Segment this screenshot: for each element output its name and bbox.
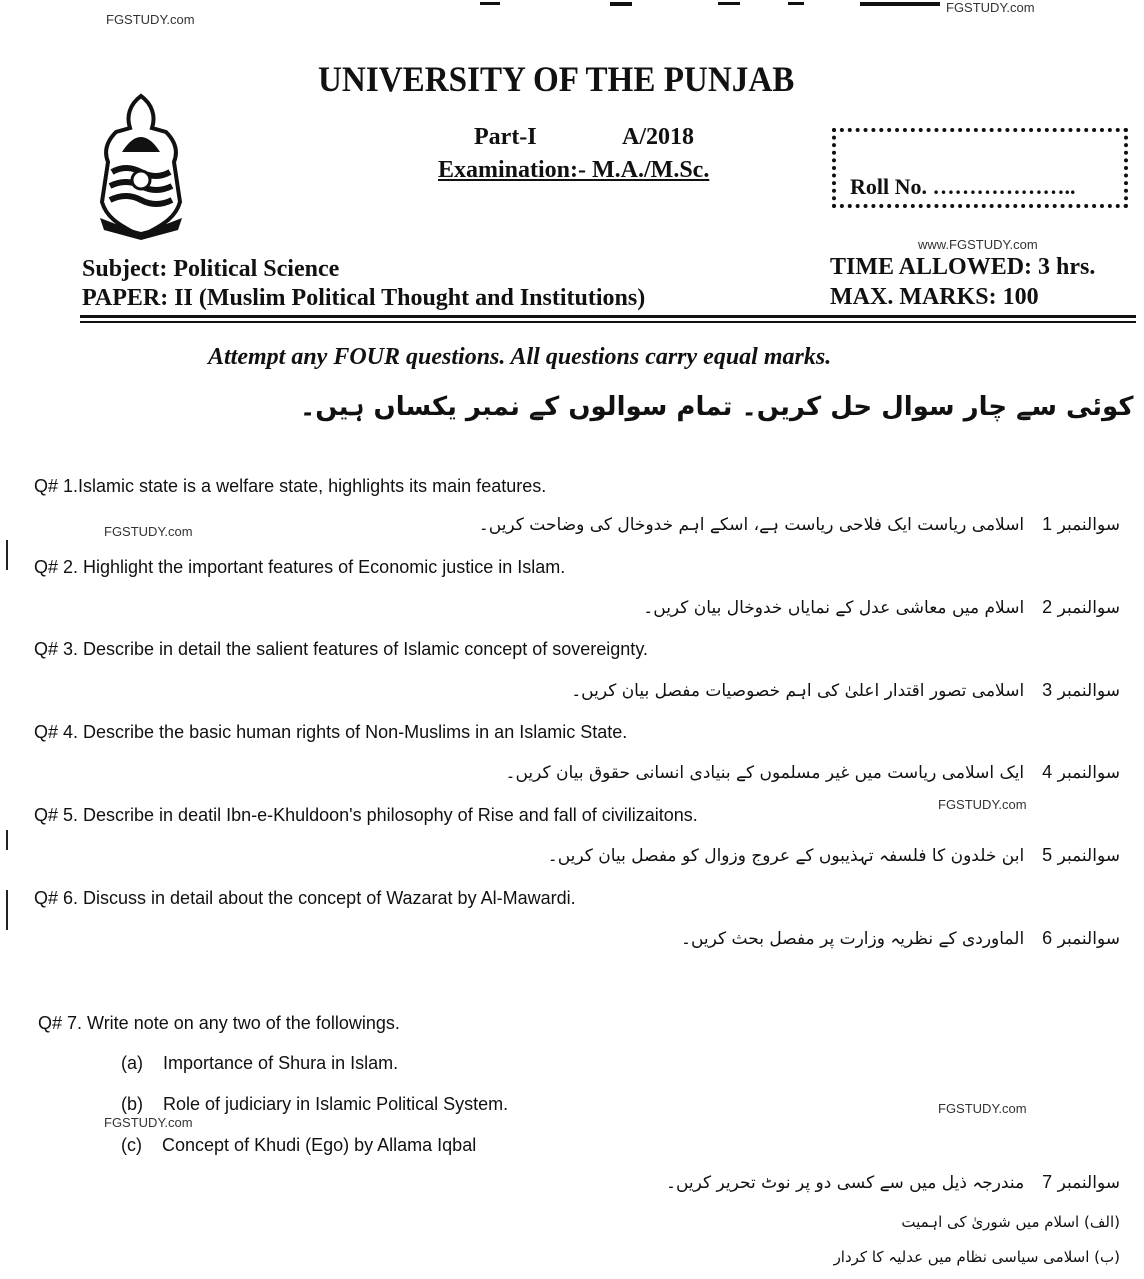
part-label: Part-I: [474, 124, 537, 150]
margin-mark: [6, 540, 8, 570]
header-divider: [80, 321, 1136, 323]
urdu-question-label: سوالنمبر: [1057, 929, 1120, 949]
question-1-urdu: [479, 514, 1120, 535]
q7-urdu-part-b: [834, 1248, 1120, 1266]
urdu-question-label: سوالنمبر: [1057, 681, 1120, 701]
watermark: FGSTUDY.com: [946, 0, 1035, 15]
watermark: FGSTUDY.com: [104, 1115, 193, 1130]
watermark: FGSTUDY.com: [104, 524, 193, 539]
urdu-question-text: الماوردی کے نظریہ وزارت پر مفصل بحث کریں۔: [681, 929, 1025, 949]
urdu-question-text: اسلامی ریاست ایک فلاحی ریاست ہے، اسکے اہم خدوخال کی وضاحت کریں۔: [478, 515, 1025, 535]
question-number: 1: [1042, 514, 1053, 534]
watermark: FGSTUDY.com: [106, 12, 195, 27]
question-7-english: Q# 7. Write note on any two of the followings.: [38, 1013, 400, 1033]
watermark: FGSTUDY.com: [938, 1101, 1027, 1116]
urdu-question-text: اسلام میں معاشی عدل کے نمایاں خدوخال بیان کریں۔: [643, 598, 1025, 618]
question-6-urdu: [681, 928, 1120, 949]
part-label: (الف): [1084, 1213, 1120, 1231]
question-7-urdu: [666, 1172, 1120, 1193]
part-text: اسلام میں شوریٰ کی اہمیت: [901, 1213, 1080, 1231]
urdu-question-text: ابن خلدون کا فلسفہ تہذیبوں کے عروج وزوال کو مفصل بیان کریں۔: [547, 846, 1025, 866]
instructions-urdu: کوئی سے چار سوال حل کریں۔ تمام سوالوں کے نمبر یکساں ہیں۔: [300, 392, 1134, 422]
session-label: A/2018: [622, 124, 694, 150]
part-text: اسلامی سیاسی نظام میں عدلیہ کا کردار: [833, 1248, 1090, 1266]
urdu-question-text: اسلامی تصور اقتدار اعلیٰ کی اہم خصوصیات مفصل بیان کریں۔: [571, 681, 1025, 701]
question-5-urdu: [548, 845, 1120, 866]
part-text: Concept of Khudi (Ego) by Allama Iqbal: [162, 1135, 477, 1155]
part-label: (ب): [1094, 1248, 1120, 1266]
part-label: (a): [121, 1053, 143, 1073]
question-4-english: Q# 4. Describe the basic human rights of Non-Muslims in an Islamic State.: [34, 722, 628, 742]
part-label: (b): [121, 1094, 143, 1114]
scan-mark: [788, 2, 804, 5]
scan-mark: [610, 2, 632, 6]
urdu-question-label: سوالنمبر: [1057, 515, 1120, 535]
part-text: Importance of Shura in Islam.: [163, 1053, 399, 1073]
urdu-question-label: سوالنمبر: [1057, 598, 1120, 618]
watermark: www.FGSTUDY.com: [918, 237, 1038, 252]
q7-part-b: [121, 1094, 508, 1115]
question-number: 7: [1042, 1172, 1053, 1192]
question-number: 4: [1042, 762, 1053, 782]
question-number: 6: [1042, 928, 1053, 948]
question-1-english: Q# 1.Islamic state is a welfare state, highlights its main features.: [34, 476, 547, 496]
header-divider: [80, 315, 1136, 318]
watermark: FGSTUDY.com: [938, 797, 1027, 812]
question-6-english: Q# 6. Discuss in detail about the concept of Wazarat by Al-Mawardi.: [34, 888, 576, 908]
question-3-english: Q# 3. Describe in detail the salient features of Islamic concept of sovereignty.: [34, 639, 648, 659]
question-number: 5: [1042, 845, 1053, 865]
margin-mark: [6, 830, 8, 850]
part-label: (c): [121, 1135, 142, 1155]
scan-mark: [860, 2, 940, 6]
question-5-english: Q# 5. Describe in deatil Ibn-e-Khuldoon's philosophy of Rise and fall of civilizaitons.: [34, 805, 698, 825]
subject: Subject: Political Science: [82, 256, 340, 282]
question-2-english: Q# 2. Highlight the important features of Economic justice in Islam.: [34, 557, 566, 577]
roll-number-label: Roll No. ………………..: [850, 174, 1076, 199]
question-number: 3: [1042, 680, 1053, 700]
q7-urdu-part-a: [901, 1213, 1120, 1231]
roll-number-box[interactable]: [832, 128, 1128, 208]
question-2-urdu: [643, 597, 1120, 618]
q7-part-c: [121, 1135, 476, 1156]
question-3-urdu: [571, 680, 1120, 701]
time-allowed: TIME ALLOWED: 3 hrs.: [830, 254, 1096, 280]
urdu-question-text: مندرجہ ذیل میں سے کسی دو پر نوٹ تحریر کریں۔: [666, 1173, 1025, 1193]
urdu-question-label: سوالنمبر: [1057, 1173, 1120, 1193]
q7-part-a: [121, 1053, 398, 1074]
scan-mark: [718, 2, 740, 5]
question-4-urdu: [506, 762, 1120, 783]
part-text: Role of judiciary in Islamic Political System.: [163, 1094, 509, 1114]
margin-mark: [6, 890, 8, 930]
university-crest-logo: [86, 92, 196, 240]
urdu-question-label: سوالنمبر: [1057, 763, 1120, 783]
urdu-question-text: ایک اسلامی ریاست میں غیر مسلموں کے بنیادی انسانی حقوق بیان کریں۔: [505, 763, 1025, 783]
scan-mark: [480, 2, 500, 5]
instructions-english: Attempt any FOUR questions. All questions carry equal marks.: [208, 344, 832, 370]
question-number: 2: [1042, 597, 1053, 617]
examination-label: Examination:- M.A./M.Sc.: [438, 157, 710, 183]
max-marks: MAX. MARKS: 100: [830, 284, 1039, 310]
university-title: UNIVERSITY OF THE PUNJAB: [318, 59, 795, 99]
paper: PAPER: II (Muslim Political Thought and Institutions): [82, 285, 646, 311]
urdu-question-label: سوالنمبر: [1057, 846, 1120, 866]
